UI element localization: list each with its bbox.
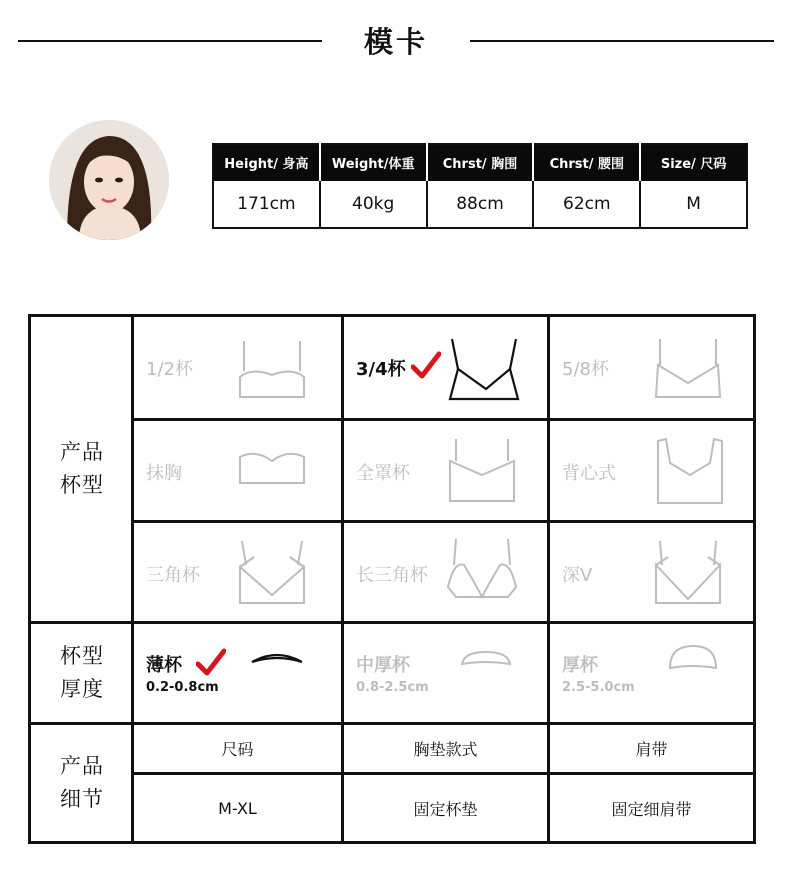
cup-option-label: 5/8杯 bbox=[562, 359, 609, 380]
thickness-option-range: 0.8-2.5cm bbox=[356, 680, 429, 695]
thickness-option-label: 薄杯 bbox=[146, 655, 182, 676]
value-weight: 40kg bbox=[320, 181, 427, 228]
thickness-option-thick bbox=[550, 624, 753, 722]
thickness-option-label: 厚杯 bbox=[562, 655, 598, 676]
title-rule-right bbox=[470, 40, 774, 42]
detail-value-pad-style: 固定杯垫 bbox=[413, 799, 478, 819]
thin-pad-icon bbox=[250, 650, 304, 666]
cup-option-triangle bbox=[134, 523, 341, 621]
long-triangle-cup-icon bbox=[444, 535, 520, 611]
thick-pad-icon bbox=[668, 644, 718, 672]
triangle-cup-icon bbox=[234, 537, 310, 611]
cup-option-label: 深V bbox=[562, 565, 593, 586]
detail-value-size: M-XL bbox=[218, 798, 257, 818]
cup-option-full bbox=[344, 421, 547, 520]
model-value-row bbox=[213, 181, 747, 228]
cup-option-label: 长三角杯 bbox=[356, 565, 428, 586]
half-cup-icon bbox=[234, 335, 310, 405]
cup-option-label: 抹胸 bbox=[146, 463, 182, 484]
five-eighths-cup-icon bbox=[650, 335, 726, 405]
header-weight: Weight/体重 bbox=[320, 144, 427, 181]
model-measurements-table bbox=[212, 143, 748, 229]
value-waist: 62cm bbox=[533, 181, 640, 228]
detail-header-size: 尺码 bbox=[221, 740, 254, 759]
check-icon bbox=[196, 648, 226, 678]
header-bust: Chrst/ 胸围 bbox=[427, 144, 534, 181]
cup-option-label: 3/4杯 bbox=[356, 359, 406, 380]
detail-label bbox=[31, 725, 133, 841]
three-quarter-cup-icon bbox=[446, 333, 522, 405]
thickness-option-range: 2.5-5.0cm bbox=[562, 680, 635, 695]
vest-style-icon bbox=[652, 433, 728, 507]
thickness-option-label: 中厚杯 bbox=[356, 655, 410, 676]
cup-option-label: 背心式 bbox=[562, 463, 616, 484]
cup-option-five-eighths bbox=[550, 317, 753, 418]
spec-grid bbox=[28, 314, 756, 844]
cup-option-long-triangle bbox=[344, 523, 547, 621]
page-title: 模卡 bbox=[363, 25, 428, 59]
cup-option-vest bbox=[550, 421, 753, 520]
detail-header-pad-style: 胸垫款式 bbox=[413, 740, 478, 759]
thickness-label bbox=[31, 624, 133, 722]
value-height: 171cm bbox=[213, 181, 320, 228]
full-cup-icon bbox=[444, 435, 520, 507]
cup-type-label-text: 产品 杯型 bbox=[60, 440, 104, 497]
title-rule-left bbox=[18, 40, 322, 42]
cup-option-deep-v bbox=[550, 523, 753, 621]
detail-header-strap: 肩带 bbox=[635, 740, 668, 759]
thickness-option-thin bbox=[134, 624, 341, 722]
cup-option-tube bbox=[134, 421, 341, 520]
cup-option-half bbox=[134, 317, 341, 418]
cup-option-label: 全罩杯 bbox=[356, 463, 410, 484]
check-icon bbox=[411, 351, 441, 381]
header-waist: Chrst/ 腰围 bbox=[533, 144, 640, 181]
cup-option-label: 三角杯 bbox=[146, 565, 200, 586]
header-size: Size/ 尺码 bbox=[640, 144, 747, 181]
thickness-option-range: 0.2-0.8cm bbox=[146, 680, 219, 695]
cup-type-label bbox=[31, 317, 133, 621]
deep-v-icon bbox=[650, 537, 726, 609]
model-avatar bbox=[49, 120, 169, 240]
detail-value-strap: 固定细肩带 bbox=[611, 799, 692, 819]
thickness-option-medium bbox=[344, 624, 547, 722]
value-size: M bbox=[686, 193, 701, 214]
cup-option-three-quarter bbox=[344, 317, 547, 418]
model-header-row bbox=[213, 144, 747, 181]
cup-option-label: 1/2杯 bbox=[146, 359, 193, 380]
tube-top-icon bbox=[234, 447, 310, 495]
value-bust: 88cm bbox=[427, 181, 534, 228]
thickness-label-text: 杯型 厚度 bbox=[60, 644, 104, 701]
medium-pad-icon bbox=[460, 648, 512, 668]
detail-label-text: 产品 细节 bbox=[60, 754, 104, 811]
header-height: Height/ 身高 bbox=[213, 144, 320, 181]
